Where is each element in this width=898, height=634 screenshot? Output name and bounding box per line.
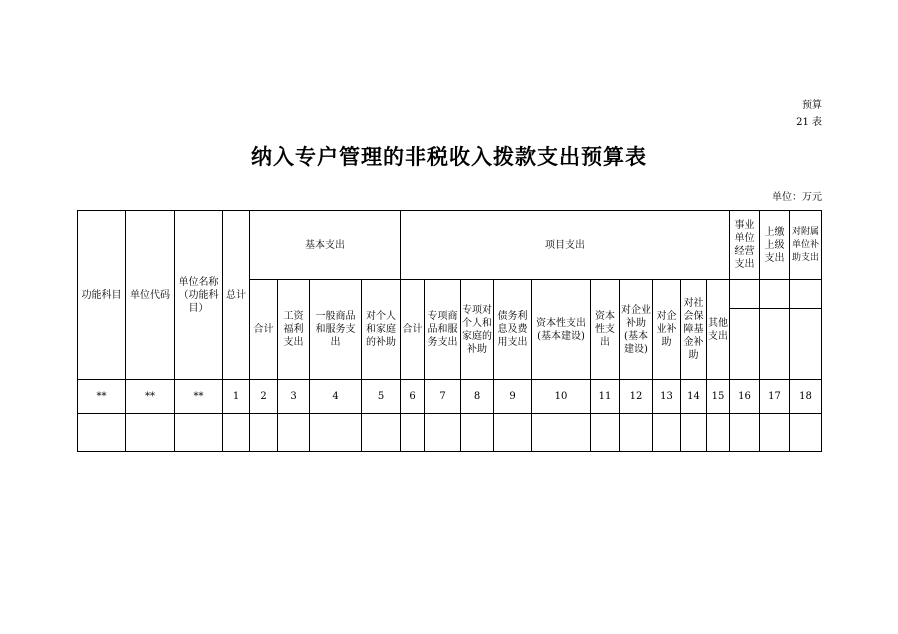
code-cell: ** <box>78 380 126 414</box>
header-code: 单位代码 <box>126 211 175 380</box>
data-cell <box>760 414 790 452</box>
code-cell: ** <box>175 380 223 414</box>
code-cell: 3 <box>278 380 310 414</box>
header-name: 单位名称（功能科目） <box>175 211 223 380</box>
unit-label: 单位：万元 <box>772 192 822 203</box>
header-special-personal: 专项对个人和家庭的补助 <box>461 280 494 380</box>
header-enterprise-basic: 对企业补助(基本建设) <box>620 280 653 380</box>
header-upper: 上缴上级支出 <box>760 211 790 280</box>
page-title: 纳入专户管理的非税收入拨款支出预算表 <box>251 144 647 169</box>
data-cell <box>730 414 760 452</box>
header-func: 功能科目 <box>78 211 126 380</box>
blank-cell <box>760 280 790 309</box>
data-cell <box>362 414 401 452</box>
blank-cell <box>790 280 822 309</box>
header-capital-basic: 资本性支出(基本建设) <box>532 280 591 380</box>
data-cell <box>620 414 653 452</box>
header-project-total: 合计 <box>401 280 425 380</box>
code-cell: 2 <box>250 380 278 414</box>
code-cell: 9 <box>494 380 532 414</box>
code-row <box>78 380 822 414</box>
code-cell: 13 <box>653 380 681 414</box>
data-cell <box>250 414 278 452</box>
data-cell <box>653 414 681 452</box>
form-number: 21 表 <box>796 117 822 128</box>
data-cell <box>707 414 730 452</box>
header-basic-total: 合计 <box>250 280 278 380</box>
header-goods: 一般商品和服务支出 <box>310 280 362 380</box>
code-cell: 6 <box>401 380 425 414</box>
header-personal-basic: 对个人和家庭的补助 <box>362 280 401 380</box>
data-cell <box>532 414 591 452</box>
header-other: 其他支出 <box>707 280 730 380</box>
budget-table <box>77 210 822 452</box>
data-cell <box>78 414 126 452</box>
data-cell <box>790 414 822 452</box>
header-business: 事业单位经营支出 <box>730 211 760 280</box>
code-cell: 17 <box>760 380 790 414</box>
header-basic-group: 基本支出 <box>250 211 401 280</box>
blank-cell <box>730 280 760 309</box>
header-row-1 <box>78 211 822 280</box>
header-wages: 工资福利支出 <box>278 280 310 380</box>
data-cell <box>681 414 707 452</box>
code-cell: 14 <box>681 380 707 414</box>
blank-cell <box>790 309 822 380</box>
data-cell <box>425 414 461 452</box>
code-cell: 4 <box>310 380 362 414</box>
header-total: 总计 <box>223 211 250 380</box>
data-cell <box>401 414 425 452</box>
data-cell <box>126 414 175 452</box>
data-cell <box>310 414 362 452</box>
code-cell: ** <box>126 380 175 414</box>
header-social: 对社会保障基金补助 <box>681 280 707 380</box>
code-cell: 8 <box>461 380 494 414</box>
code-cell: 10 <box>532 380 591 414</box>
code-cell: 18 <box>790 380 822 414</box>
code-cell: 7 <box>425 380 461 414</box>
header-subsidiary: 对附属单位补助支出 <box>790 211 822 280</box>
code-cell: 1 <box>223 380 250 414</box>
header-project-group: 项目支出 <box>401 211 730 280</box>
data-cell <box>175 414 223 452</box>
header-special-goods: 专项商品和服务支出 <box>425 280 461 380</box>
code-cell: 12 <box>620 380 653 414</box>
code-cell: 5 <box>362 380 401 414</box>
code-cell: 11 <box>591 380 620 414</box>
blank-cell <box>760 309 790 380</box>
data-cell <box>278 414 310 452</box>
form-label: 预算 <box>802 100 822 111</box>
data-row <box>78 414 822 452</box>
code-cell: 15 <box>707 380 730 414</box>
data-cell <box>494 414 532 452</box>
data-cell <box>461 414 494 452</box>
blank-cell <box>730 309 760 380</box>
code-cell: 16 <box>730 380 760 414</box>
header-enterprise: 对企业补助 <box>653 280 681 380</box>
header-debt: 债务利息及费用支出 <box>494 280 532 380</box>
data-cell <box>591 414 620 452</box>
header-capital: 资本性支出 <box>591 280 620 380</box>
data-cell <box>223 414 250 452</box>
